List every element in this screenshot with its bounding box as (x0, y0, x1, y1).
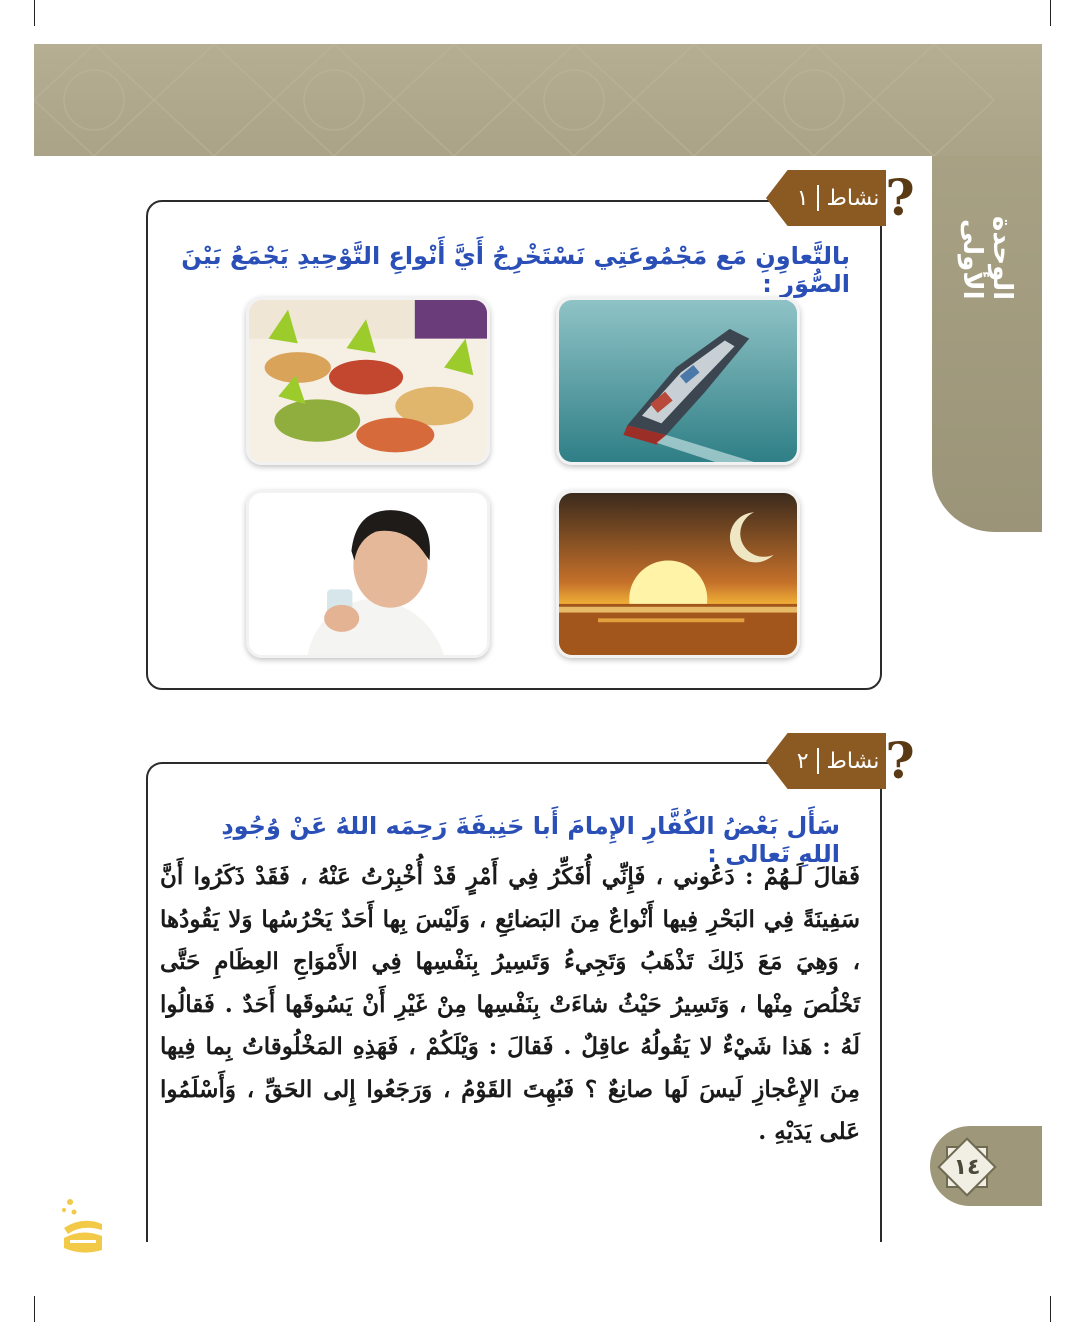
unit-title: الوحدة الأولى (957, 215, 1017, 300)
crop-mark (34, 0, 35, 26)
crop-mark (1050, 1296, 1051, 1322)
activity-2-badge (766, 733, 916, 789)
activity-2-story: فَقالَ لَـهُمْ : دَعُوني ، فَإِنِّي أُفَكِّرُ فِي أَمْرٍ قَدْ أُخْبِرْتُ عَنْهُ ، فَقَدْ ذَكَرُوا أَنَّ سَفِينَةً فِي البَحْرِ فِيها أَنْواعٌ مِنَ البَضائِعِ ، وَلَيْسَ بِها أَحَدٌ يَحْرُسُها وَلا يَقُودُها ، وَهِيَ مَعَ ذَلِكَ تَذْهَبُ وَتَجِيءُ وَتَسِيرُ بِنَفْسِها فِي الأَمْوَاجِ العِظَامِ حَتَّى تَخْلُصَ مِنْها ، وَتَسِيرُ حَيْثُ شاءَتْ بِنَفْسِها مِنْ غَيْرِ أَنْ يَسُوقَها أَحَدٌ . فَقالُوا لَهُ : هَذا شَيْءٌ لا يَقُولُهُ عاقِلٌ . فَقالَ : وَيْلَكُمْ ، فَهَذِهِ المَخْلُوقاتُ بِما فِيها مِنَ الإِعْجازِ لَيسَ لَها صانِعٌ ؟ فَبُهِتَ القَوْمُ ، وَرَجَعُوا إِلى الحَقِّ ، وَأَسْلَمُوا عَلى يَدَيْهِ . (160, 863, 860, 1145)
crop-mark (34, 1296, 35, 1322)
badge-label (790, 170, 886, 226)
feast-photo (246, 297, 490, 465)
crop-mark (1050, 0, 1051, 26)
badge-number: ١ (796, 185, 809, 211)
badge-word: نشاط (826, 185, 880, 211)
badge-number: ٢ (796, 748, 809, 774)
pattern-decoration (34, 44, 1042, 156)
badge-separator (817, 748, 819, 774)
page-number: ١٤ (953, 1154, 981, 1180)
question-mark-icon: ? (885, 731, 915, 790)
activity-1-instruction: بالتَّعاوِنِ مَع مَجْمُوعَتِي نَسْتَخْرِجُ أَيَّ أَنْواعِ التَّوْحِيدِ يَجْمَعُ بَيْنَ الصُّوَرِ : (181, 242, 850, 298)
header-band (34, 44, 1042, 156)
activity-1-badge (766, 170, 916, 226)
question-mark-icon: ? (885, 168, 915, 227)
badge-label (790, 733, 886, 789)
boy-drinking-photo (246, 490, 490, 658)
ship-photo (556, 297, 800, 465)
activity-2-question: سَأَل بَعْضُ الكُفَّارِ الإِمامَ أَبا حَنِيفَةَ رَحِمَه اللهُ عَنْ وُجُودِ اللهِ تَعالى : (221, 812, 840, 868)
badge-word: نشاط (826, 748, 880, 774)
badge-separator (817, 185, 819, 211)
publisher-logo-icon (56, 1194, 108, 1258)
sunset-moon-photo (556, 490, 800, 658)
